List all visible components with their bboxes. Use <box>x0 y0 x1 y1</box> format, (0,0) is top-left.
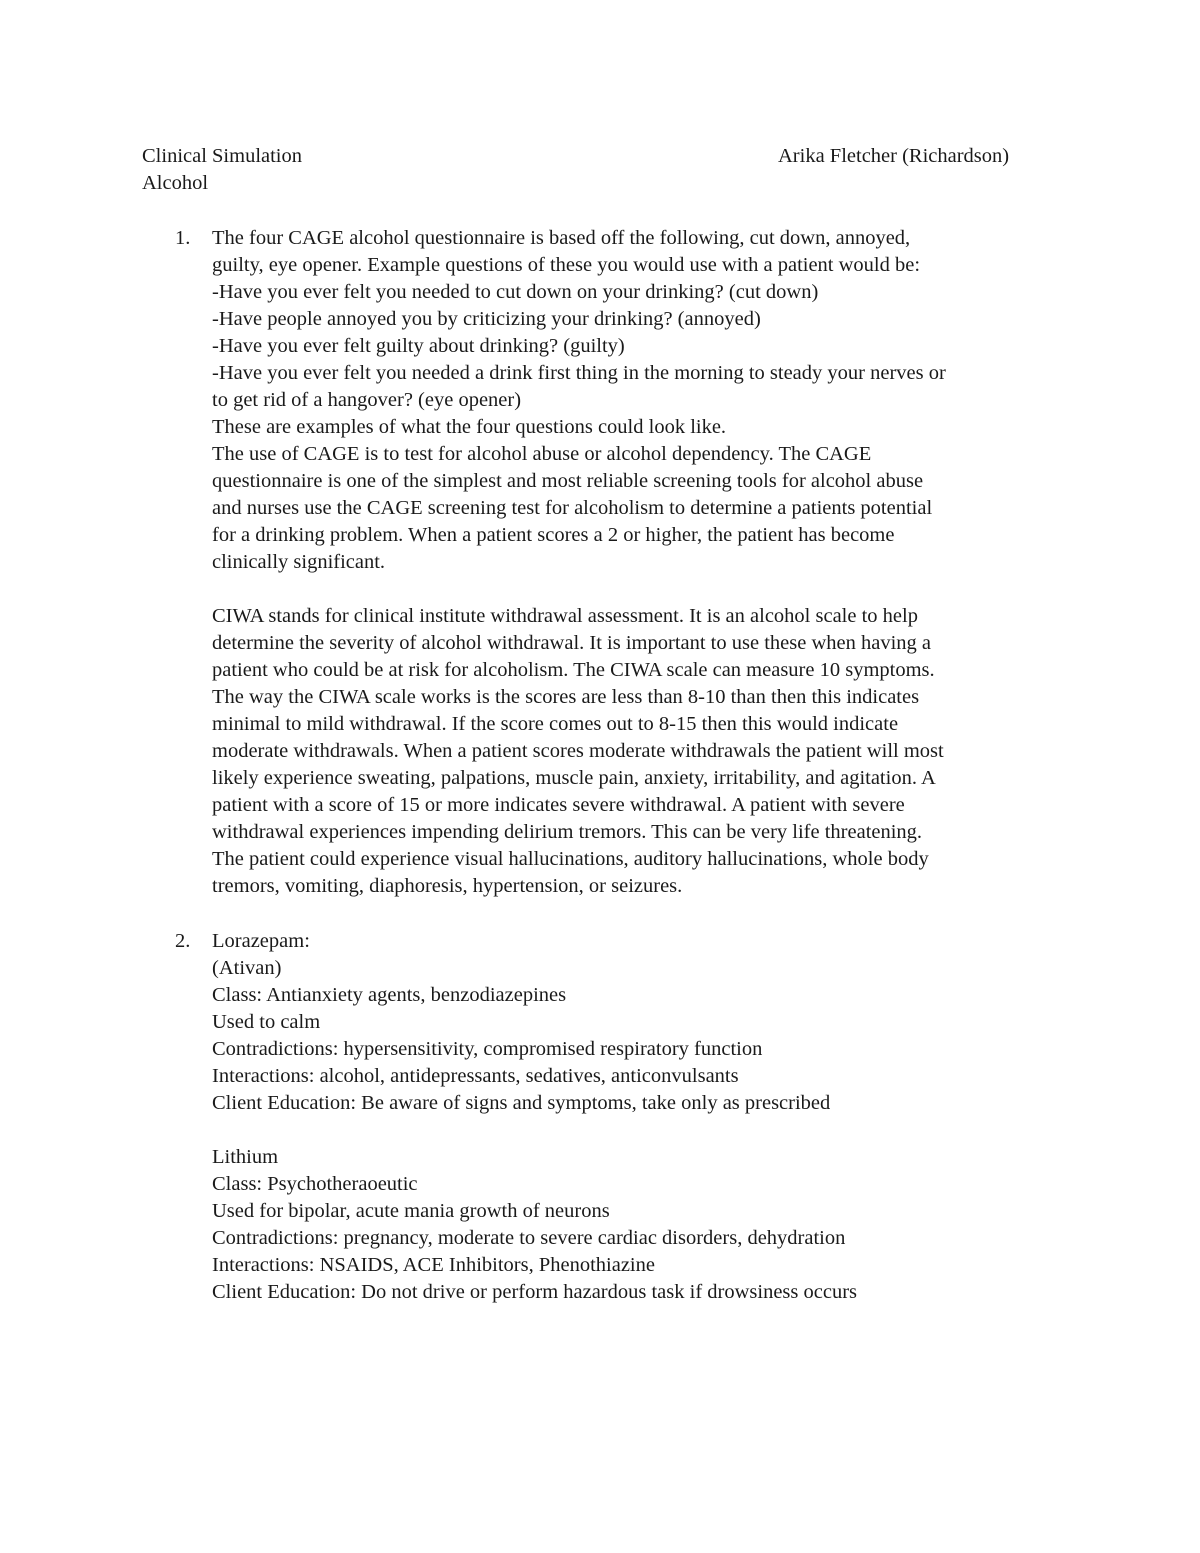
lorazepam-line: Client Education: Be aware of signs and symptoms, take only as prescribed <box>212 1092 831 1114</box>
section-1-line: The use of CAGE is to test for alcohol abuse or alcohol dependency. The CAGE <box>212 443 872 465</box>
section-1-line: These are examples of what the four questions could look like. <box>212 416 727 438</box>
ciwa-line: patient who could be at risk for alcoholism. The CIWA scale can measure 10 symptoms. <box>212 659 935 681</box>
section-1-line: and nurses use the CAGE screening test for alcoholism to determine a patients potential <box>212 497 933 519</box>
lithium-line: Interactions: NSAIDS, ACE Inhibitors, Phenothiazine <box>212 1254 655 1276</box>
section-1-number: 1. <box>175 227 191 249</box>
ciwa-line: patient with a score of 15 or more indicates severe withdrawal. A patient with severe <box>212 794 905 816</box>
lorazepam-line: Class: Antianxiety agents, benzodiazepines <box>212 984 567 1006</box>
lorazepam-line: Lorazepam: <box>212 930 310 952</box>
lorazepam-line: Interactions: alcohol, antidepressants, sedatives, anticonvulsants <box>212 1065 739 1087</box>
ciwa-line: The way the CIWA scale works is the scores are less than 8-10 than then this indicates <box>212 686 920 708</box>
section-1-line: -Have you ever felt you needed a drink first thing in the morning to steady your nerves or <box>212 362 946 384</box>
lithium-line: Used for bipolar, acute mania growth of neurons <box>212 1200 610 1222</box>
ciwa-line: determine the severity of alcohol withdrawal. It is important to use these when having a <box>212 632 932 654</box>
section-1-line: -Have you ever felt you needed to cut down on your drinking? (cut down) <box>212 281 819 303</box>
ciwa-line: moderate withdrawals. When a patient scores moderate withdrawals the patient will most <box>212 740 944 762</box>
ciwa-line: CIWA stands for clinical institute withdrawal assessment. It is an alcohol scale to help <box>212 605 918 627</box>
ciwa-line: minimal to mild withdrawal. If the score comes out to 8-15 then this would indicate <box>212 713 899 735</box>
lithium-line: Class: Psychotheraoeutic <box>212 1173 418 1195</box>
author-name: Arika Fletcher (Richardson) <box>778 145 1010 167</box>
lorazepam-line: (Ativan) <box>212 957 282 979</box>
topic-title: Alcohol <box>142 172 209 194</box>
lithium-line: Lithium <box>212 1146 279 1168</box>
lithium-line: Contradictions: pregnancy, moderate to severe cardiac disorders, dehydration <box>212 1227 846 1249</box>
section-2-number: 2. <box>175 930 191 952</box>
lorazepam-line: Contradictions: hypersensitivity, compromised respiratory function <box>212 1038 763 1060</box>
lithium-line: Client Education: Do not drive or perform hazardous task if drowsiness occurs <box>212 1281 858 1303</box>
lorazepam-line: Used to calm <box>212 1011 321 1033</box>
section-1-line: to get rid of a hangover? (eye opener) <box>212 389 522 411</box>
section-1-line: -Have you ever felt guilty about drinking? (guilty) <box>212 335 625 357</box>
ciwa-line: withdrawal experiences impending delirium tremors. This can be very life threatening. <box>212 821 923 843</box>
section-1-line: guilty, eye opener. Example questions of these you would use with a patient would be: <box>212 254 921 276</box>
ciwa-line: tremors, vomiting, diaphoresis, hypertension, or seizures. <box>212 875 683 897</box>
section-1-line: for a drinking problem. When a patient scores a 2 or higher, the patient has become <box>212 524 895 546</box>
section-1-line: questionnaire is one of the simplest and most reliable screening tools for alcohol abuse <box>212 470 924 492</box>
ciwa-line: The patient could experience visual hallucinations, auditory hallucinations, whole body <box>212 848 929 870</box>
section-1-line: clinically significant. <box>212 551 386 573</box>
section-1-line: -Have people annoyed you by criticizing your drinking? (annoyed) <box>212 308 761 330</box>
ciwa-line: likely experience sweating, palpations, muscle pain, anxiety, irritability, and agitation. A <box>212 767 936 789</box>
course-title: Clinical Simulation <box>142 145 303 167</box>
section-1-line: The four CAGE alcohol questionnaire is based off the following, cut down, annoyed, <box>212 227 911 249</box>
